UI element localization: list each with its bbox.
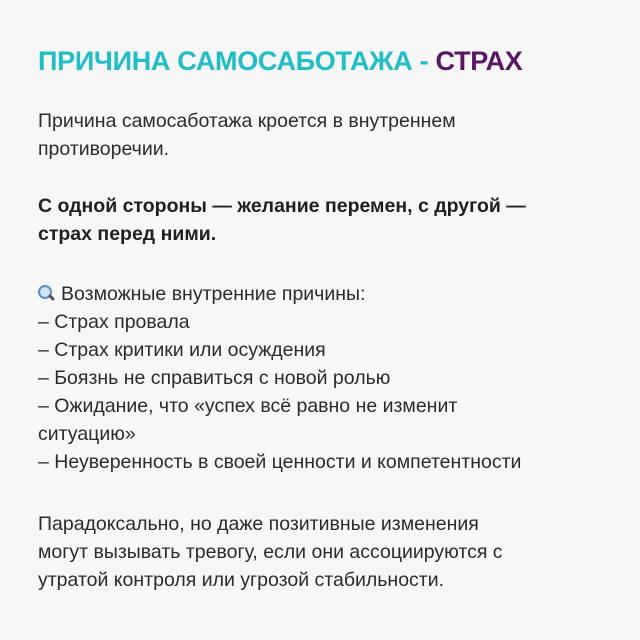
intro-line: противоречии.: [38, 138, 170, 160]
conclusion-line: могут вызывать тревогу, если они ассоциируются с: [38, 541, 503, 563]
conclusion-line: утратой контроля или угрозой стабильности.: [38, 569, 445, 591]
emphasis-line: С одной стороны — желание перемен, с другой —: [38, 195, 526, 217]
list-item: – Страх критики или осуждения: [38, 339, 326, 361]
list-item: – Боязнь не справиться с новой ролью: [38, 367, 391, 389]
conclusion-line: Парадоксально, но даже позитивные изменения: [38, 513, 479, 535]
title-highlight: СТРАХ: [435, 46, 523, 76]
conclusion-paragraph: [38, 510, 608, 594]
list-item: – Страх провала: [38, 311, 190, 333]
causes-list: [38, 280, 608, 476]
causes-heading: [38, 280, 608, 308]
list-item: – Неуверенность в своей ценности и компетентности: [38, 451, 522, 473]
emphasis-paragraph: [38, 192, 608, 248]
page-title: [38, 46, 523, 77]
magnifier-icon: [38, 285, 55, 302]
title-main: ПРИЧИНА САМОСАБОТАЖА -: [38, 46, 436, 76]
list-item: ситуацию»: [38, 423, 136, 445]
list-item: – Ожидание, что «успех всё равно не изменит: [38, 395, 458, 417]
emphasis-line: страх перед ними.: [38, 223, 217, 245]
intro-paragraph: [38, 107, 608, 163]
causes-heading-label: Возможные внутренние причины:: [61, 283, 366, 305]
intro-line: Причина самосаботажа кроется в внутреннем: [38, 110, 456, 132]
